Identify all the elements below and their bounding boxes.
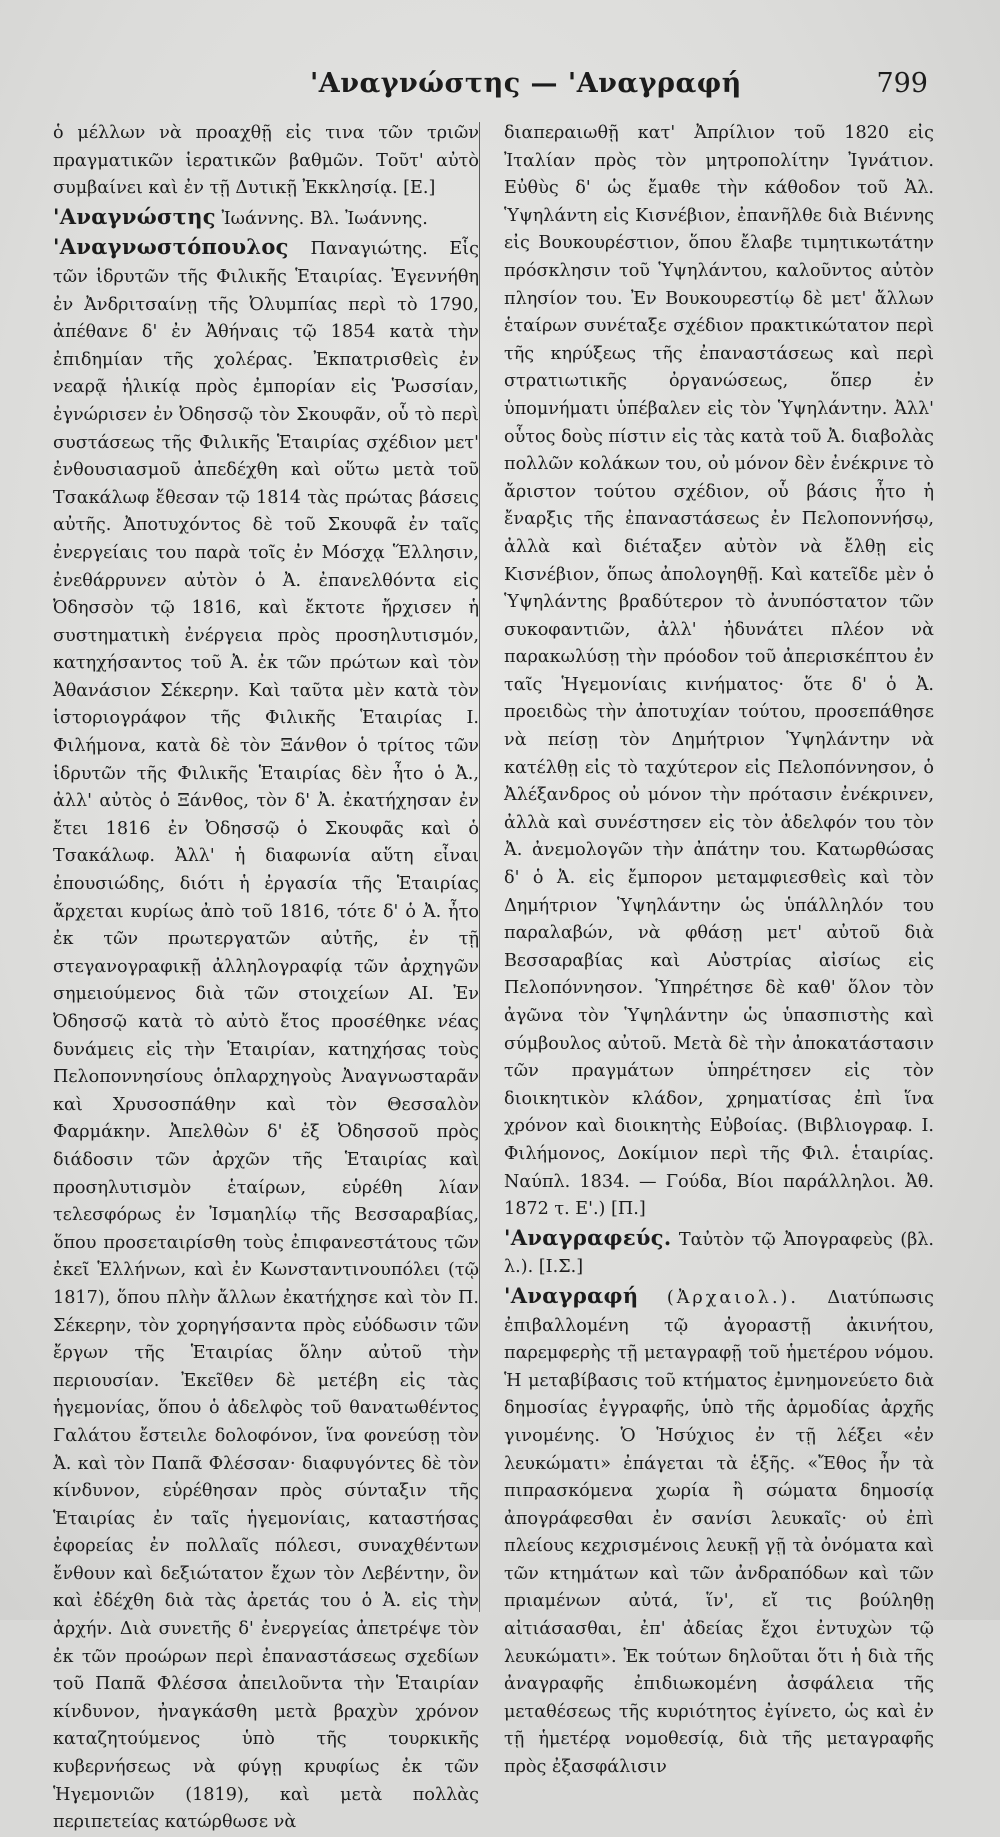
entry-continuation: διαπεραιωθῇ κατ' Ἀπρίλιον τοῦ 1820 εἰς Ἰταλίαν πρὸς τὸν μητροπολίτην Ἰγνάτιον. Εὐθὺς δ' ὡς ἔμαθε τὴν κάθοδον τοῦ Ἀλ. Ὑψηλάντη εἰς Κισνέβιον, ἐπανῆλθε διὰ Βιέννης εἰς Βουκουρέστιον, ὅπου ἔλαβε τιμητικωτάτην πρόσκλησιν τοῦ Ὑψηλάντου, καλοῦντος αὐτὸν πλησίον του. Ἐν Βουκουρεστίῳ δὲ μετ' ἄλλων ἑταίρων συνέταξε σχέδιον πρακτικώτατον περὶ τῆς κηρύξεως τῆς ἐπαναστάσεως καὶ περὶ στρατιωτικῆς ὀργανώσεως, ὅπερ ἐν ὑπομνήματι ὑπέβαλεν εἰς τὸν Ὑψηλάντην. Ἀλλ' οὗτος δοὺς πίστιν εἰς τὰς κατὰ τοῦ Ἀ. διαβολὰς πολλῶν κολάκων του, οὐ μόνον δὲν ἐνέκρινε τὸ ἄριστον τούτου σχέδιον, οὗ βάσις ἦτο ἡ ἔναρξις τῆς ἐπαναστάσεως ἐν Πελοποννήσῳ, ἀλλὰ καὶ διέταξεν αὐτὸν νὰ ἔλθῃ εἰς Κισνέβιον, ὅπως ἀπολογηθῇ. Καὶ κατεῖδε μὲν ὁ Ὑψηλάντης βραδύτερον τὸ ἀνυπόστατον τῶν συκοφαντιῶν, ἀλλ' ἠδυνάτει πλέον νὰ παρακωλύσῃ τὴν πρόοδον τοῦ ἀπερισκέπτου ἐν ταῖς Ἡγεμονίαις κινήματος· ὅτε δ' ὁ Ἀ. προειδὼς τὴν ἀποτυχίαν τούτου, προσεπάθησε νὰ πείσῃ τὸν Δημήτριον Ὑψηλάντην νὰ κατέλθῃ εἰς τὸ ταχύτερον εἰς Πελοπόννησον, ὁ Ἀλέξανδρος οὐ μόνον τὴν πρότασιν ἐνέκρινεν, ἀλλὰ καὶ συνέστησεν εἰς τὸν ἀδελφόν του τὸν Ἀ. ἀνεμολογῶν τὴν ἀπάτην του. Κατωρθώσας δ' ὁ Ἀ. εἰς ἔμπορον μεταμφιεσθεὶς καὶ τὸν Δημήτριον Ὑψηλάντην ὡς ὑπάλληλόν του παραλαβών, νὰ φθάσῃ μετ' αὐτοῦ διὰ Βεσσαραβίας καὶ Αὐστρίας αἰσίως εἰς Πελοπόννησον. Ὑπηρέτησε δὲ καθ' ὅλον τὸν ἀγῶνα τὸν Ὑψηλάντην ὡς ὑπασπιστὴς καὶ σύμβουλος αὐτοῦ. Μετὰ δὲ τὴν ἀποκατάστασιν τῶν πραγμάτων ὑπηρέτησεν εἰς τὸν διοικητικὸν κλάδον, χρηματίσας ἐπὶ ἵνα χρόνον καὶ διοικητὴς Εὐβοίας. (Βιβλιογραφ. Ι. Φιλήμονος, Δοκίμιον περὶ τῆς Φιλ. ἑταιρίας. Ναύπλ. 1834. — Γούδα, Βίοι παράλληλοι. Ἀθ. 1872 τ. Ε'.) [Π.]: [504, 123, 934, 1220]
entry-anagnostis: [53, 203, 479, 234]
entry-body: Ταὐτὸν τῷ Ἀπογραφεὺς (βλ. λ.). [Ι.Σ.]: [504, 1229, 934, 1278]
right-column: [504, 120, 934, 1778]
entry-body: Διατύπωσις ἐπιβαλλομένη τῷ ἀγοραστῇ ἀκινήτου, παρεμφερὴς τῇ μεταγραφῇ τοῦ ἡμετέρου νόμου. Ἡ μεταβίβασις τοῦ κτήματος ἐμνημονεύετο διὰ δημοσίας ἐγγραφῆς, ὑπὸ τῆς ἁρμοδίας ἀρχῆς γινομένης. Ὁ Ἡσύχιος ἐν τῇ λέξει «ἐν λευκώματι» ἐπάγεται τὰ ἑξῆς. «Ἔθος ἦν τὰ πιπρασκόμενα χωρία ἢ σώματα δημοσίᾳ ἀπογράφεσθαι ἐν σανίσι λευκαῖς· οὐ ἐπὶ πλείους κεχρισμένοις λευκῇ γῇ τὰ ὀνόματα καὶ τῶν κτημάτων καὶ τῶν ἀνδραπόδων καὶ τῶν πριαμένων αὐτά, ἵν', εἴ τις βούληθῃ αἰτιάσασθαι, ἐπ' ἀδείας ἔχοι ἐντυχὼν τῷ λευκώματι». Ἐκ τούτων δηλοῦται ὅτι ἡ διὰ τῆς ἀναγραφῆς ἐπιδιωκομένη ἀσφάλεια τῆς μεταθέσεως τῆς κυριότητος ἐγίνετο, ὡς καὶ ἐν τῇ ἡμετέρᾳ νομοθεσίᾳ, διὰ τῆς μεταγραφῆς πρὸς ἐξασφάλισιν: [504, 1287, 934, 1778]
entry-body: Ἰωάννης. Βλ. Ἰωάννης.: [215, 208, 428, 229]
column-divider: [479, 122, 480, 1612]
entry-anagnostopoulos: [53, 233, 479, 1836]
page-number: 799: [876, 68, 928, 99]
headword: 'Αναγνωστόπουλος: [53, 234, 289, 260]
entry-continuation: ὁ μέλλων νὰ προαχθῇ εἰς τινα τῶν τριῶν πραγματικῶν ἱερατικῶν βαθμῶν. Τοῦτ' αὐτὸ συμβαίνει καὶ ἐν τῇ Δυτικῇ Ἐκκλησίᾳ. [Ε.]: [53, 123, 479, 199]
entry-anagrafeus: [504, 1224, 934, 1282]
headword: 'Αναγραφεύς.: [504, 1224, 672, 1250]
running-title: 'Αναγνώστης — 'Αναγραφή: [310, 68, 742, 99]
subject-label: (Ἀρχαιολ.).: [666, 1287, 799, 1308]
headword: 'Αναγνώστης: [53, 203, 216, 229]
entry-anagrafi: [504, 1282, 934, 1782]
left-column: [53, 120, 479, 1833]
headword: 'Αναγραφή: [504, 1282, 639, 1308]
page-header: [0, 62, 1000, 112]
entry-body: Παναγιώτης. Εἷς τῶν ἱδρυτῶν τῆς Φιλικῆς Ἑταιρίας. Ἐγεννήθη ἐν Ἀνδριτσαίνῃ τῆς Ὀλυμπίας περὶ τὸ 1790, ἀπέθανε δ' ἐν Ἀθήναις τῷ 1854 κατὰ τὴν ἐπιδημίαν τῆς χολέρας. Ἐκπατρισθεὶς ἐν νεαρᾷ ἡλικίᾳ πρὸς ἐμπορίαν εἰς Ῥωσσίαν, ἐγνώρισεν ἐν Ὀδησσῷ τὸν Σκουφᾶν, οὗ τὸ περὶ συστάσεως τῆς Φιλικῆς Ἑταιρίας σχέδιον μετ' ἐνθουσιασμοῦ ἀπεδέχθη καὶ οὕτω μετὰ τοῦ Τσακάλωφ ἔθεσαν τῷ 1814 τὰς πρώτας βάσεις αὐτῆς. Ἀποτυχόντος δὲ τοῦ Σκουφᾶ ἐν ταῖς ἐνεργείαις του παρὰ τοῖς ἐν Μόσχᾳ Ἕλλησιν, ἐνεθάρρυνεν αὐτὸν ὁ Ἀ. ἐπανελθόντα εἰς Ὀδησσὸν τῷ 1816, καὶ ἔκτοτε ἤρχισεν ἡ συστηματικὴ ἐνέργεια πρὸς προσηλυτισμόν, κατηχήσαντος τοῦ Ἀ. ἐκ τῶν πρώτων καὶ τὸν Ἀθανάσιον Σέκερην. Καὶ ταῦτα μὲν κατὰ τὸν ἱστοριογράφον τῆς Φιλικῆς Ἑταιρίας Ι. Φιλήμονα, κατὰ δὲ τὸν Ξάνθον ὁ τρίτος τῶν ἱδρυτῶν τῆς Φιλικῆς Ἑταιρίας δὲν ἦτο ὁ Ἀ., ἀλλ' αὐτὸς ὁ Ξάνθος, τὸν δ' Ἀ. ἐκατήχησαν ἐν ἔτει 1816 ἐν Ὀδησσῷ ὁ Σκουφᾶς καὶ ὁ Τσακάλωφ. Ἀλλ' ἡ διαφωνία αὕτη εἶναι ἐπουσιώδης, διότι ἡ ἐργασία τῆς Ἑταιρίας ἄρχεται κυρίως ἀπὸ τοῦ 1816, τότε δ' ὁ Ἀ. ἦτο ἐκ τῶν πρωτεργατῶν αὐτῆς, ἐν τῇ στεγανογραφικῇ ἀλληλογραφίᾳ τῶν ἀρχηγῶν σημειούμενος διὰ τῶν στοιχείων ΑΙ. Ἐν Ὀδησσῷ κατὰ τὸ αὐτὸ ἔτος προσέθηκε νέας δυνάμεις εἰς τὴν Ἑταιρίαν, κατηχήσας τοὺς Πελοποννησίους ὁπλαρχηγοὺς Ἀναγνωσταρᾶν καὶ Χρυσοσπάθην καὶ τὸν Θεσσαλὸν Φαρμάκην. Ἀπελθὼν δ' ἐξ Ὀδησσοῦ πρὸς διάδοσιν τῶν ἀρχῶν τῆς Ἑταιρίας καὶ προσηλυτισμὸν ἑταίρων, εὑρέθη λίαν τελεσφόρως ἐν Ἰσμαηλίῳ τῆς Βεσσαραβίας, ὅπου προσεταιρίσθη τοὺς ἐπιφανεστάτους τῶν ἐκεῖ Ἑλλήνων, καὶ ἐν Κωνσταντινουπόλει (τῷ 1817), ὅπου πλὴν ἄλλων ἐκατήχησε καὶ τὸν Π. Σέκερην, τὸν χορηγήσαντα πρὸς εὐόδωσιν τῶν ἔργων τῆς Ἑταιρίας ὅλην αὐτοῦ τὴν περιουσίαν. Ἐκεῖθεν δὲ μετέβη εἰς τὰς ἡγεμονίας, ὅπου ὁ ἀδελφὸς τοῦ θανατωθέντος Γαλάτου ἔστειλε δολοφόνον, ἵνα φονεύσῃ τὸν Ἀ. καὶ τὸν Παπᾶ Φλέσσαν· διαφυγόντες δὲ τὸν κίνδυνον, εὑρέθησαν πρὸς σύνταξιν τῆς Ἑταιρίας ἐν ταῖς ἡγεμονίαις, καταστήσας ἐφορείας ἐν πολλαῖς πόλεσι, συναχθέντων ἔνθουν καὶ δεξιώτατον ἔχων τὸν Λεβέντην, ὃν καὶ ἐδέχθη διὰ τὰς ἀρετάς του ὁ Ἀ. εἰς τὴν ἀρχήν. Διὰ συνετῆς δ' ἐνεργείας ἀπετρέψε τὸν ἐκ τῶν προώρων περὶ ἐπαναστάσεως σχεδίων τοῦ Παπᾶ Φλέσσα ἀπειλοῦντα τὴν Ἑταιρίαν κίνδυνον, ἠναγκάσθη μετὰ βραχὺν χρόνον καταζητούμενος ὑπὸ τῆς τουρκικῆς κυβερνήσεως νὰ φύγῃ κρυφίως ἐκ τῶν Ἡγεμονιῶν (1819), καὶ μετὰ πολλὰς περιπετείας κατώρθωσε νὰ: [53, 239, 479, 1833]
